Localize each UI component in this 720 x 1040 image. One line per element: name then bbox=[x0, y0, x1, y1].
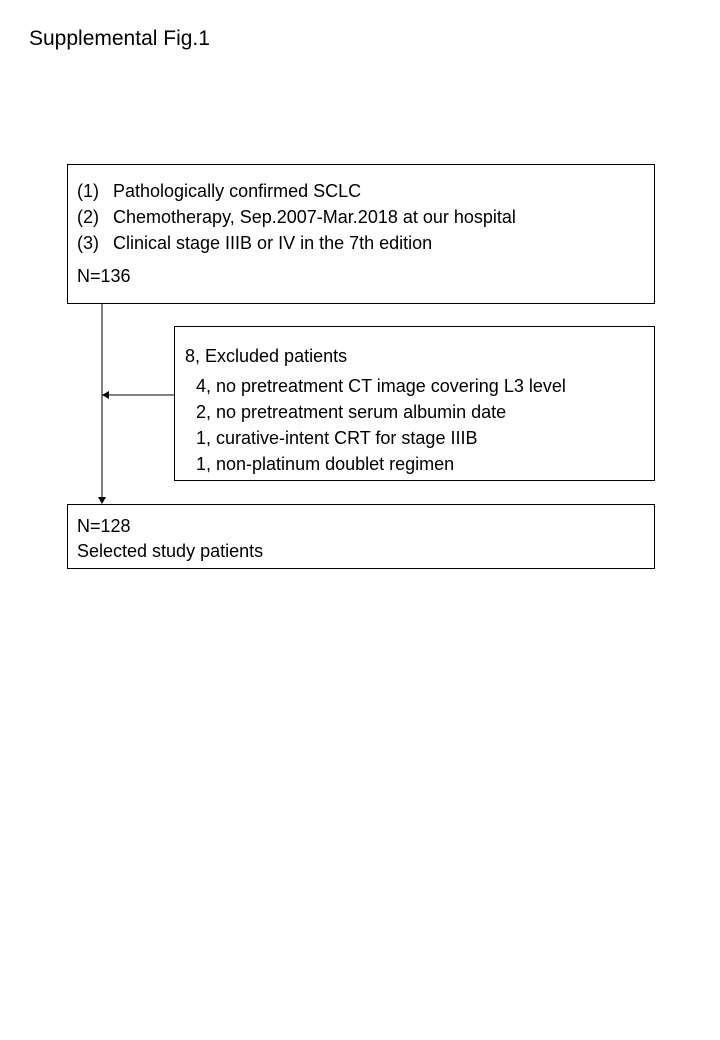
excluded-item-4: 1, non-platinum doublet regimen bbox=[196, 454, 455, 474]
selected-label: Selected study patients bbox=[77, 541, 264, 561]
excluded-item-2: 2, no pretreatment serum albumin date bbox=[196, 402, 507, 422]
excluded-item-3: 1, curative-intent CRT for stage IIIB bbox=[196, 428, 478, 448]
criterion-3-number: (3) bbox=[77, 233, 99, 253]
criterion-2-number: (2) bbox=[77, 207, 99, 227]
main-flow-arrowhead bbox=[98, 497, 106, 504]
exclusion-branch-arrowhead bbox=[102, 391, 109, 399]
criterion-1-number: (1) bbox=[77, 181, 99, 201]
figure-title: Supplemental Fig.1 bbox=[29, 27, 210, 50]
selected-count: N=128 bbox=[77, 516, 131, 536]
criterion-3-text: Clinical stage IIIB or IV in the 7th edition bbox=[113, 233, 433, 253]
criterion-1-text: Pathologically confirmed SCLC bbox=[113, 181, 362, 201]
excluded-item-1: 4, no pretreatment CT image covering L3 level bbox=[196, 376, 566, 396]
criterion-2-text: Chemotherapy, Sep.2007-Mar.2018 at our hospital bbox=[113, 207, 516, 227]
inclusion-count: N=136 bbox=[77, 266, 131, 286]
excluded-header: 8, Excluded patients bbox=[185, 346, 348, 366]
